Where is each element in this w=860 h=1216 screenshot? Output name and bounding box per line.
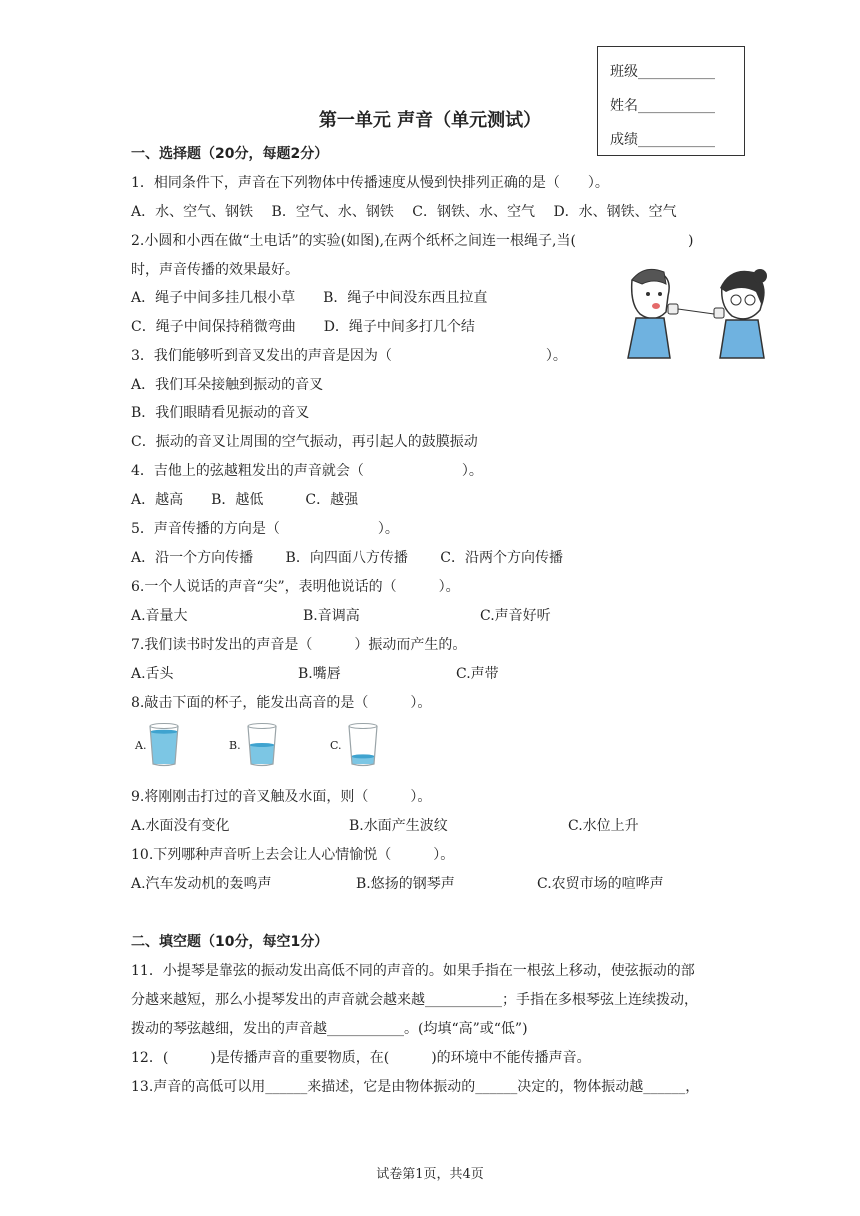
name-field: 姓名___________ [610,98,715,114]
cup-water [150,732,177,764]
cup-label-c: C. [330,739,342,752]
question-11-cont-1: 分越来越短，那么小提琴发出的声音就会越来越___________；手指在多根琴弦上连续拨动， [131,992,698,1008]
question-11-cont-2: 拨动的琴弦越细，发出的声音越___________。(均填“高”或“低”) [131,1021,528,1037]
question-2: 2.小圆和小西在做“土电话”的实验(如图),在两个纸杯之间连一根绳子,当( ) [131,233,694,249]
cup-label-b: B. [229,739,241,752]
question-3-option-b: B．我们眼睛看见振动的音叉 [131,405,310,421]
question-7-option-c: C.声带 [456,666,499,682]
question-11: 11．小提琴是靠弦的振动发出高低不同的声音的。如果手指在一根弦上移动，使弦振动的部 [131,963,695,979]
cup-water [250,745,275,764]
question-8: 8.敲击下面的杯子，能发出高音的是（ ）。 [131,695,432,711]
page-title: 第一单元 声音（单元测试） [318,110,542,131]
question-10-option-b: B.悠扬的钢琴声 [356,876,455,892]
cup-rim [248,724,276,729]
question-5-options: A．沿一个方向传播 B．向四面八方传播 C．沿两个方向传播 [131,550,564,566]
question-10-option-c: C.农贸市场的喧哗声 [537,876,664,892]
question-7-option-b: B.嘴唇 [298,666,341,682]
score-field: 成绩___________ [610,132,715,148]
question-5: 5．声音传播的方向是（ ）。 [131,521,399,537]
question-1: 1．相同条件下，声音在下列物体中传播速度从慢到快排列正确的是（ ）。 [131,175,609,191]
question-2-options-2: C．绳子中间保持稍微弯曲 D．绳子中间多打几个结 [131,319,475,335]
cup-a [147,722,181,768]
section-heading-choice: 一、选择题（20分，每题2分） [131,146,329,162]
question-9-option-a: A.水面没有变化 [131,818,230,834]
student-info-box [597,46,745,156]
question-9-option-c: C.水位上升 [568,818,639,834]
question-3-option-c: C．振动的音叉让周围的空气振动，再引起人的鼓膜振动 [131,434,478,450]
section-heading-fill: 二、填空题（10分，每空1分） [131,934,329,950]
question-6-option-c: C.声音好听 [480,608,551,624]
cup-b [245,722,279,768]
question-6-option-a: A.音量大 [131,608,188,624]
question-10: 10.下列哪种声音听上去会让人心情愉悦（ ）。 [131,847,455,863]
question-12: 12．( )是传播声音的重要物质，在( )的环境中不能传播声音。 [131,1050,591,1066]
cup-rim [150,724,178,729]
question-3-option-a: A．我们耳朵接触到振动的音叉 [131,377,324,393]
question-9: 9.将刚刚击打过的音叉触及水面，则（ ）。 [131,789,432,805]
question-6: 6.一个人说话的声音“尖”，表明他说话的（ ）。 [131,579,460,595]
question-1-options: A．水、空气、钢铁 B．空气、水、钢铁 C．钢铁、水、空气 D．水、钢铁、空气 [131,204,677,220]
class-field: 班级___________ [610,64,715,80]
cup-water-surface [250,743,275,747]
question-4-options: A．越高 B．越低 C．越强 [131,492,359,508]
cup-c [346,722,380,768]
question-9-option-b: B.水面产生波纹 [349,818,448,834]
question-7-option-a: A.舌头 [131,666,174,682]
cup-rim [349,724,377,729]
question-2-options-1: A．绳子中间多挂几根小草 B．绳子中间没东西且拉直 [131,290,488,306]
cups-figure [135,722,405,772]
cup-water-surface [150,730,177,734]
page-footer: 试卷第1页，共4页 [376,1167,484,1182]
cup-label-a: A. [135,739,147,752]
question-6-option-b: B.音调高 [303,608,360,624]
question-10-option-a: A.汽车发动机的轰鸣声 [131,876,272,892]
question-13: 13.声音的高低可以用______来描述，它是由物体振动的______决定的，物体振动越______， [131,1079,700,1095]
question-4: 4．吉他上的弦越粗发出的声音就会（ ）。 [131,463,483,479]
tin-can-phone-illustration [614,262,774,362]
question-7: 7.我们读书时发出的声音是（ ）振动而产生的。 [131,637,467,653]
question-3: 3．我们能够听到音叉发出的声音是因为（ ）。 [131,348,567,364]
cup-water-surface [351,754,374,758]
question-2-cont: 时，声音传播的效果最好。 [131,262,299,278]
